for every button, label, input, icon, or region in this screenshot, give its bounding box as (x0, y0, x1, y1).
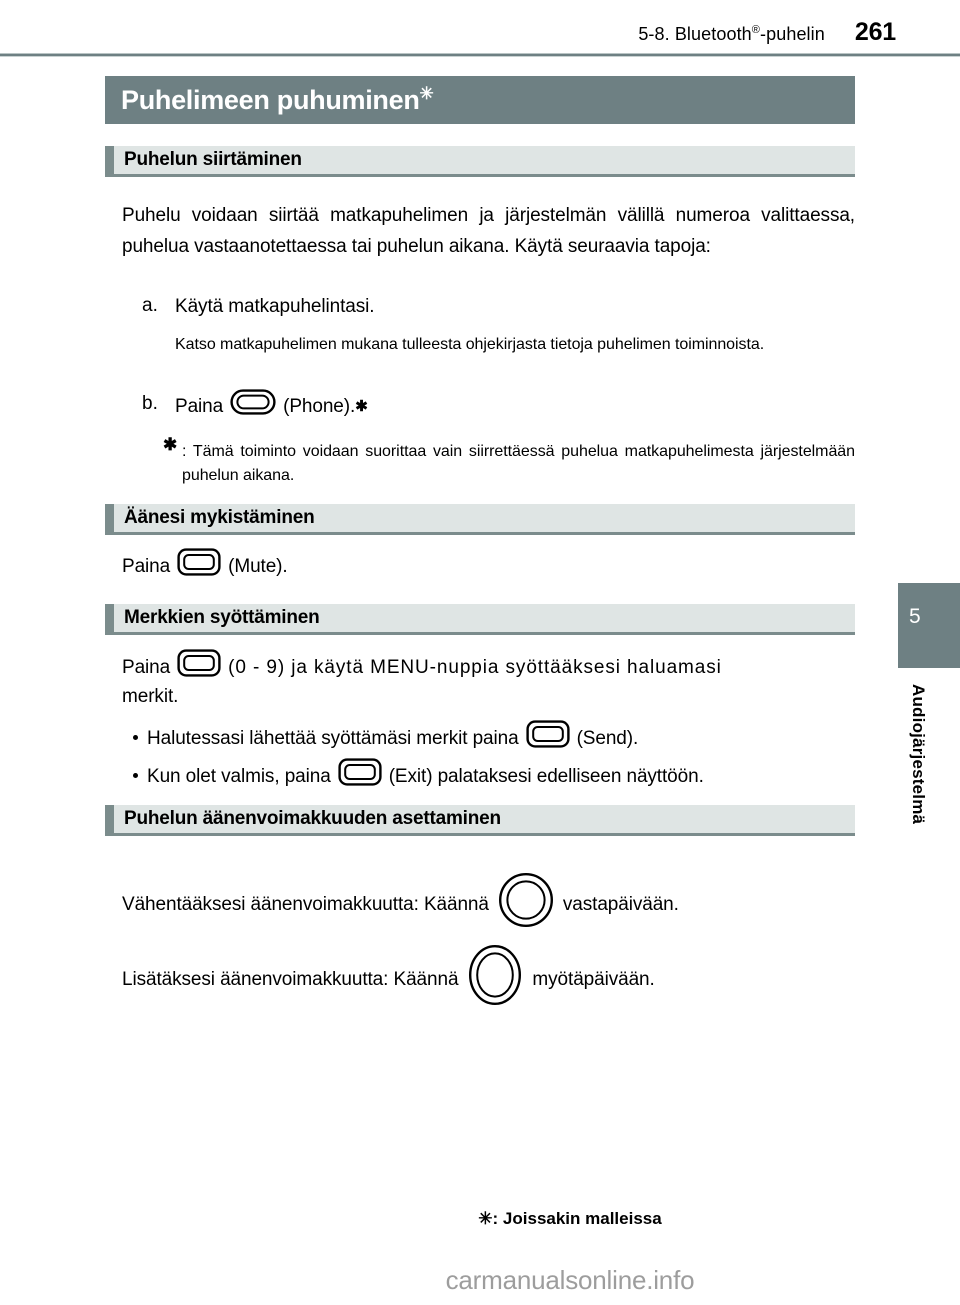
page-footnote: ✳: Joissakin malleissa (478, 1209, 662, 1228)
bullet-dot-icon (133, 773, 138, 778)
asterisk-marker-icon: ✳ (419, 83, 434, 103)
volume-knob-icon[interactable] (467, 945, 523, 1015)
character-entry-bullet-1 (133, 720, 638, 758)
bullet-2-after-text: (Exit) palataksesi edelliseen näyttöön. (388, 766, 704, 787)
phone-button-icon[interactable] (230, 389, 276, 425)
section-header-call-transfer (105, 146, 855, 177)
call-transfer-intro: Puhelu voidaan siirtää matkapuhelimen ja järjestelmän välillä numeroa valittaessa, puhelua vastaanotettaessa tai puhelun aikana. Käytä seuraavia tapoja: (122, 205, 855, 257)
exit-button-icon[interactable] (338, 758, 382, 796)
header-divider (0, 53, 960, 57)
volume-decrease-line (122, 872, 679, 938)
section-accent-bar (105, 805, 114, 833)
page-title (105, 85, 433, 116)
page-header (0, 18, 960, 48)
mute-press-label: Paina (122, 556, 171, 577)
bullet-1-before-text: Halutessasi lähettää syöttämäsi merkit paina (147, 728, 519, 749)
breadcrumb-prefix: 5-8. Bluetooth (638, 24, 752, 44)
section-header-character-entry (105, 604, 855, 635)
step-b-press-label: Paina (175, 396, 224, 417)
volume-increase-after-text: myötäpäivään. (532, 969, 655, 990)
volume-decrease-after-text: vastapäivään. (562, 894, 679, 915)
registered-mark-icon: ® (751, 24, 761, 36)
mute-instruction-line (122, 548, 288, 586)
character-entry-after-icon: (0 - 9) ja käytä MENU-nuppia syöttääksesi haluamasi (228, 657, 722, 678)
page-title-bar (105, 76, 855, 124)
section-heading-call-transfer: Puhelun siirtäminen (124, 149, 302, 170)
step-b-line: Paina (Phone). ✱ (175, 389, 368, 425)
volume-increase-line (122, 945, 655, 1015)
bullet-2-before-text: Kun olet valmis, paina (147, 766, 331, 787)
character-entry-bullet-2 (133, 758, 704, 796)
mute-button-icon[interactable] (177, 548, 221, 586)
section-heading-character-entry: Merkkien syöttäminen (124, 607, 320, 628)
character-entry-line-2: merkit. (122, 686, 179, 707)
step-a-note: Katso matkapuhelimen mukana tulleesta ohjekirjasta tietoja puhelimen toiminnoista. (175, 336, 765, 353)
breadcrumb (638, 24, 825, 45)
mute-button-name: (Mute). (228, 556, 288, 577)
step-a-marker: a. (142, 295, 158, 316)
section-accent-bar (105, 504, 114, 532)
volume-knob-icon[interactable] (498, 872, 554, 938)
step-b-button-name: (Phone). (283, 396, 356, 417)
bullet-dot-icon (133, 735, 138, 740)
bullet-1-after-text: (Send). (576, 728, 639, 749)
watermark: carmanualsonline.info (445, 1265, 695, 1295)
chapter-tab (898, 583, 960, 668)
call-transfer-footnote-text: : Tämä toiminto voidaan suorittaa vain siirrettäessä puhelua matkapuhelimesta järjestelmään puhelun aikana. (182, 443, 855, 484)
step-a-text: Käytä matkapuhelintasi. (175, 296, 375, 317)
section-header-call-volume (105, 805, 855, 836)
step-b-marker: b. (142, 393, 158, 414)
chapter-label: Audiojärjestelmä (909, 684, 928, 825)
volume-decrease-before-text: Vähentääksesi äänenvoimakkuutta: Käännä (122, 894, 489, 915)
breadcrumb-suffix: -puhelin (760, 24, 825, 44)
section-header-mute (105, 504, 855, 535)
page-title-text: Puhelimeen puhuminen (121, 84, 420, 115)
volume-increase-before-text: Lisätäksesi äänenvoimakkuutta: Käännä (122, 969, 459, 990)
section-heading-mute: Äänesi mykistäminen (124, 507, 315, 528)
character-entry-press-label: Paina (122, 657, 171, 678)
chapter-number: 5 (909, 605, 921, 628)
section-accent-bar (105, 604, 114, 632)
section-heading-call-volume: Puhelun äänenvoimakkuuden asettaminen (124, 808, 501, 829)
send-button-icon[interactable] (526, 720, 570, 758)
section-accent-bar (105, 146, 114, 174)
page-number: 261 (854, 18, 896, 46)
